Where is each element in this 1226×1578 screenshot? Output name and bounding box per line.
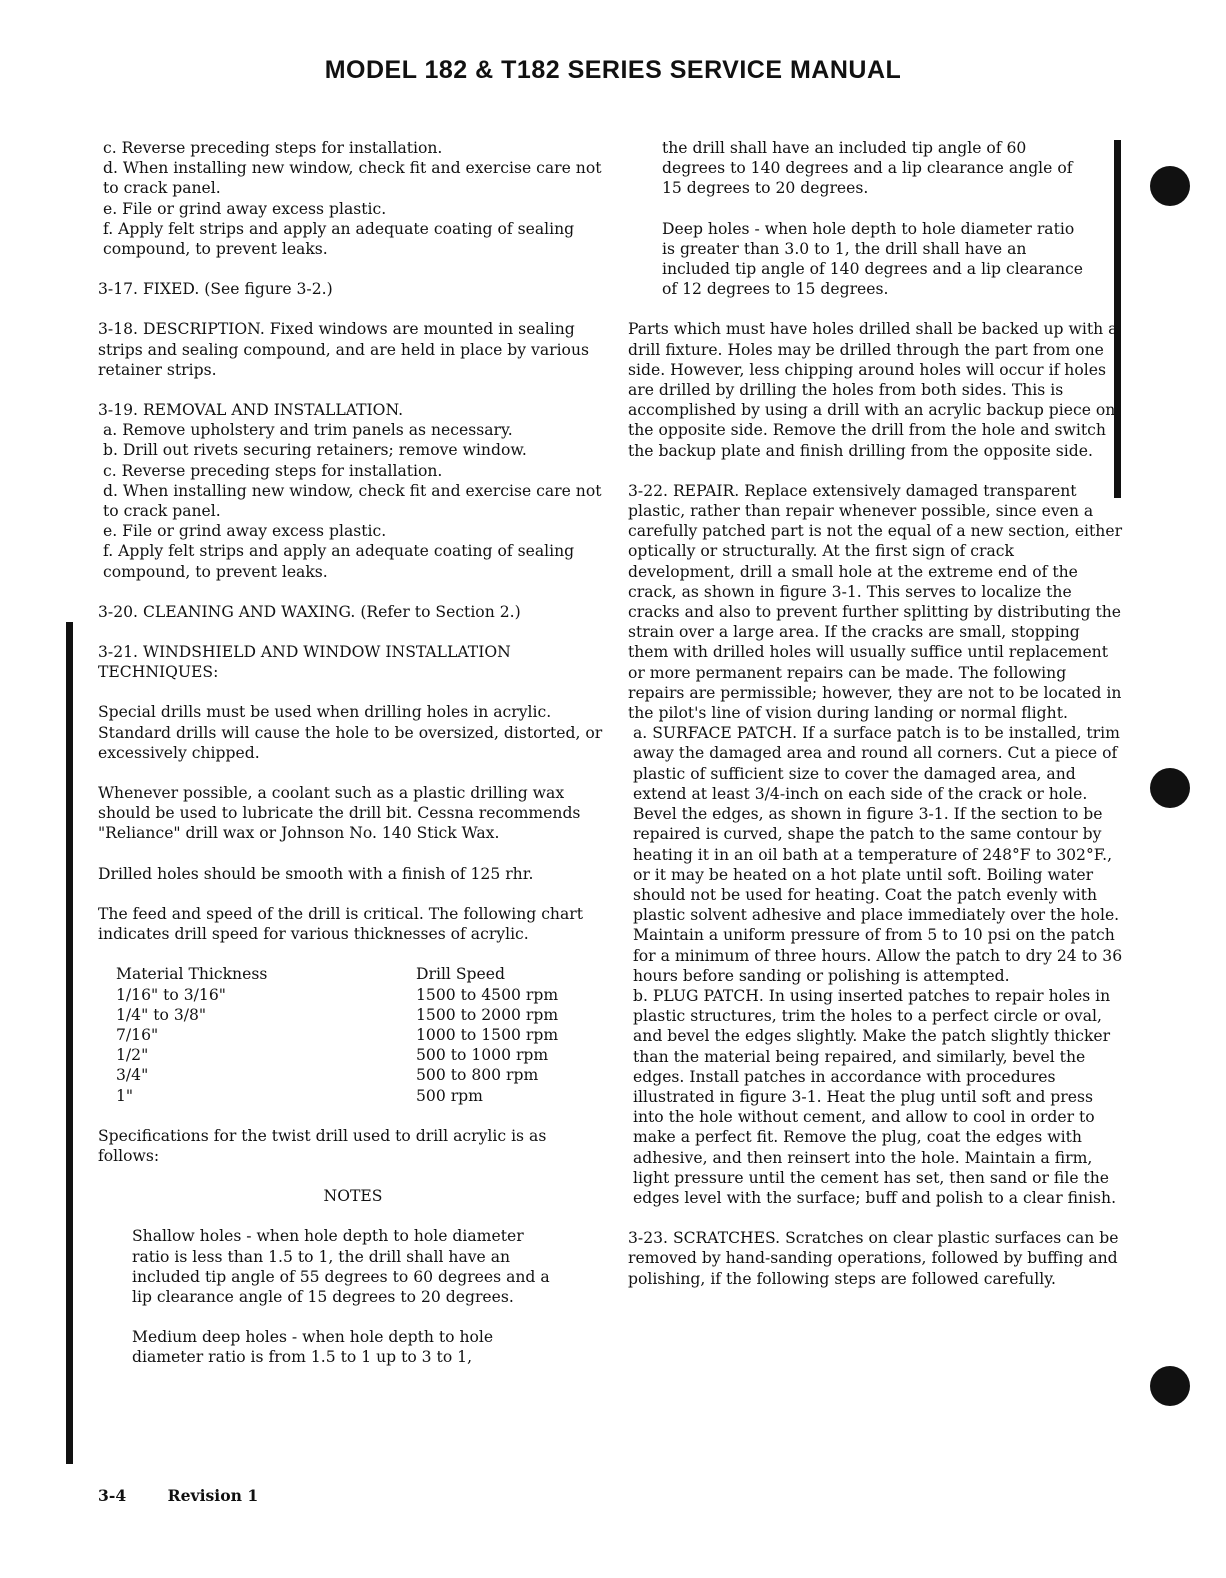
removal-step-b: b. Drill out rivets securing retainers; remove window. <box>103 441 527 460</box>
specifications-paragraph: Specifications for the twist drill used to drill acrylic is as follows: <box>98 1126 547 1165</box>
table-row <box>116 1045 558 1065</box>
removal-step-f: f. Apply felt strips and apply an adequate coating of sealing compound, to prevent leaks. <box>103 542 575 581</box>
page-footer <box>98 1486 294 1505</box>
note-deep-holes: Deep holes - when hole depth to hole diameter ratio is greater than 3.0 to 1, the drill shall have an included tip angle of 140 degrees and a lip clearance of 12 degrees to 15 degrees. <box>662 219 1083 299</box>
table-cell-speed: 500 rpm <box>416 1086 483 1105</box>
table-cell-thickness: 1/16" to 3/16" <box>116 985 226 1004</box>
table-row <box>116 1065 558 1085</box>
removal-step-c: c. Reverse preceding steps for installation. <box>103 461 443 480</box>
binder-hole-middle <box>1150 768 1190 808</box>
removal-step-a: a. Remove upholstery and trim panels as necessary. <box>103 421 513 440</box>
table-header-row <box>116 964 558 984</box>
table-cell-thickness: 7/16" <box>116 1025 159 1044</box>
table-row <box>116 1086 558 1106</box>
removal-step-d: d. When installing new window, check fit and exercise care not to crack panel. <box>103 481 602 521</box>
special-drills-paragraph: Special drills must be used when drilling holes in acrylic. Standard drills will cause the hole to be oversized, distorted, or excessively chipped. <box>98 703 603 762</box>
table-cell-speed: 1000 to 1500 rpm <box>416 1025 559 1044</box>
backup-drilling-paragraph: Parts which must have holes drilled shall be backed up with a drill fixture. Holes may be drilled through the part from one side. However, less chipping around holes will occur if holes are drilled by drilling the holes from both sides. This is accomplished by using a drill with an acrylic backup piece on the opposite side. Remove the drill from the hole and switch the backup plate and finish drilling from the opposite side. <box>628 320 1118 460</box>
step-e: e. File or grind away excess plastic. <box>103 199 387 218</box>
table-cell-thickness: 1" <box>116 1086 134 1105</box>
note-shallow-holes: Shallow holes - when hole depth to hole diameter ratio is less than 1.5 to 1, the drill shall have an included tip angle of 55 degrees to 60 degrees and a lip clearance angle of 15 degrees to 20 degrees. <box>132 1227 550 1306</box>
table-row <box>116 985 558 1005</box>
table-row <box>116 1005 558 1025</box>
page-title: MODEL 182 & T182 SERIES SERVICE MANUAL <box>324 56 902 84</box>
table-header-thickness: Material Thickness <box>116 965 268 984</box>
step-f: f. Apply felt strips and apply an adequate coating of sealing compound, to prevent leaks. <box>103 219 575 259</box>
right-column <box>628 138 1124 1289</box>
note-medium-holes-continued: the drill shall have an included tip angle of 60 degrees to 140 degrees and a lip clearance angle of 15 degrees to 20 degrees. <box>662 139 1073 198</box>
table-cell-thickness: 1/2" <box>116 1046 149 1065</box>
step-d: d. When installing new window, check fit and exercise care not to crack panel. <box>103 159 602 198</box>
feed-speed-paragraph: The feed and speed of the drill is critical. The following chart indicates drill speed for various thicknesses of acrylic. <box>98 904 583 944</box>
table-header-speed: Drill Speed <box>416 965 505 984</box>
plug-patch-paragraph: b. PLUG PATCH. In using inserted patches to repair holes in plastic structures, trim the holes to a perfect circle or oval, and bevel the edges slightly. Make the patch slightly thicker than the material being repaired, and similarly, bevel the edges. Install patches in accordance with procedures illustrated in figure 3-1. Heat the plug until soft and press into the hole without cement, and allow to cool in order to make a perfect fit. Remove the plug, coat the edges with adhesive, and then reinsert into the hole. Maintain a firm, light pressure until the cement has set, then sand or file the edges level with the surface; buff and polish to a clear finish. <box>633 986 1117 1207</box>
removal-step-e: e. File or grind away excess plastic. <box>103 522 387 541</box>
table-cell-thickness: 3/4" <box>116 1066 149 1085</box>
section-3-23: 3-23. SCRATCHES. Scratches on clear plastic surfaces can be removed by hand-sanding operations, followed by buffing and polishing, if the following steps are followed carefully. <box>628 1229 1119 1288</box>
section-3-17: 3-17. FIXED. (See figure 3-2.) <box>98 280 333 299</box>
table-cell-speed: 500 to 1000 rpm <box>416 1046 549 1065</box>
section-3-21: 3-21. WINDSHIELD AND WINDOW INSTALLATION TECHNIQUES: <box>98 643 511 682</box>
table-cell-speed: 1500 to 4500 rpm <box>416 985 559 1004</box>
section-3-20: 3-20. CLEANING AND WAXING. (Refer to Section 2.) <box>98 602 521 621</box>
table-cell-speed: 1500 to 2000 rpm <box>416 1005 559 1024</box>
table-cell-thickness: 1/4" to 3/8" <box>116 1005 207 1024</box>
left-column <box>98 138 608 1368</box>
section-3-22: 3-22. REPAIR. Replace extensively damaged transparent plastic, rather than repair whenever possible, since even a carefully patched part is not the equal of a new section, either optically or structurally. At the first sign of crack development, drill a small hole at the extreme end of the crack, as shown in figure 3-1. This serves to localize the cracks and also to prevent further splitting by distributing the strain over a large area. If the cracks are small, stopping them with drilled holes will usually suffice until replacement or more permanent repairs can be made. The following repairs are permissible; however, they are not to be located in the pilot's line of vision during landing or normal flight. <box>628 481 1123 723</box>
revision-label: Revision 1 <box>167 1486 259 1505</box>
section-3-19: 3-19. REMOVAL AND INSTALLATION. <box>98 401 404 420</box>
table-cell-speed: 500 to 800 rpm <box>416 1066 539 1085</box>
table-row <box>116 1025 558 1045</box>
change-bar-left <box>66 622 73 1464</box>
note-medium-holes: Medium deep holes - when hole depth to hole diameter ratio is from 1.5 to 1 up to 3 to 1, <box>132 1328 494 1367</box>
binder-hole-bottom <box>1150 1366 1190 1406</box>
smooth-holes-paragraph: Drilled holes should be smooth with a finish of 125 rhr. <box>98 864 534 883</box>
section-3-18: 3-18. DESCRIPTION. Fixed windows are mounted in sealing strips and sealing compound, and are held in place by various retainer strips. <box>98 320 589 379</box>
step-c: c. Reverse preceding steps for installation. <box>103 139 443 157</box>
drill-speed-table <box>116 964 558 1105</box>
surface-patch-paragraph: a. SURFACE PATCH. If a surface patch is to be installed, trim away the damaged area and round all corners. Cut a piece of plastic of sufficient size to cover the damaged area, and extend at least 3/4-inch on each side of the crack or hole. Bevel the edges, as shown in figure 3-1. If the section to be repaired is curved, shape the patch to the same contour by heating it in an oil bath at a temperature of 248°F to 302°F., or it may be heated on a hot plate until soft. Boiling water should not be used for heating. Coat the patch evenly with plastic solvent adhesive and place immediately over the hole. Maintain a uniform pressure of from 5 to 10 psi on the patch for a minimum of three hours. Allow the patch to dry 24 to 36 hours before sanding or polishing is attempted. <box>633 724 1123 985</box>
coolant-paragraph: Whenever possible, a coolant such as a plastic drilling wax should be used to lubricate the drill bit. Cessna recommends "Reliance" drill wax or Johnson No. 140 Stick Wax. <box>98 784 581 843</box>
binder-hole-top <box>1150 166 1190 206</box>
notes-heading: NOTES <box>323 1187 383 1206</box>
page-number: 3-4 <box>98 1486 127 1505</box>
